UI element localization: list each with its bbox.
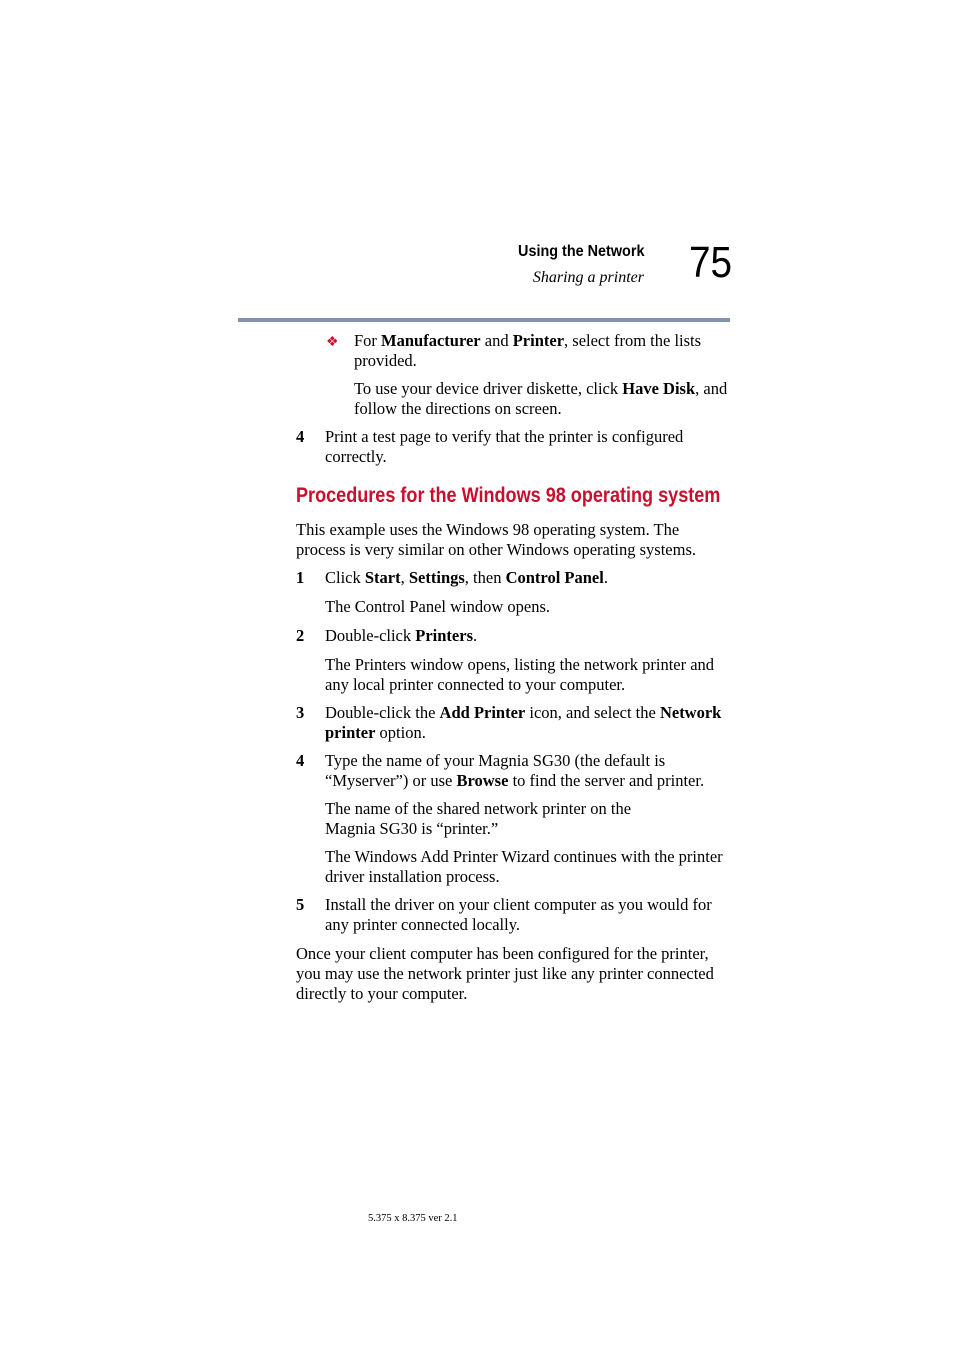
intro-paragraph: This example uses the Windows 98 operating system. The process is very similar on other Windows operating systems.: [296, 520, 697, 559]
footer-version: 5.375 x 8.375 ver 2.1: [368, 1213, 458, 1224]
step-result: The name of the shared network printer on the Magnia SG30 is “printer.”: [325, 799, 632, 838]
step-text: Type the name of your Magnia SG30 (the default is “Myserver”) or use Browse to find the server and printer.: [325, 751, 705, 790]
step-number: 2: [296, 626, 305, 645]
running-header-title: Using the Network: [517, 243, 644, 260]
section-heading: Procedures for the Windows 98 operating system: [296, 484, 721, 507]
bullet-item-text: For Manufacturer and Printer, select from the lists provided.: [354, 331, 702, 370]
step-text: Print a test page to verify that the printer is configured correctly.: [325, 427, 684, 466]
step-result: The Control Panel window opens.: [325, 597, 551, 616]
step-result: The Windows Add Printer Wizard continues with the printer driver installation process.: [325, 847, 723, 886]
bullet-followup-text: To use your device driver diskette, click Have Disk, and follow the directions on screen.: [354, 379, 728, 418]
step-number: 4: [296, 427, 305, 446]
step-number: 4: [296, 751, 305, 770]
closing-paragraph: Once your client computer has been configured for the printer, you may use the network printer just like any printer connected directly to your computer.: [296, 944, 714, 1003]
step-number: 3: [296, 703, 305, 722]
header-rule: [238, 318, 730, 322]
step-number: 5: [296, 895, 305, 914]
running-header-subtitle: Sharing a printer: [532, 269, 644, 286]
step-text: Double-click Printers.: [325, 626, 478, 645]
step-number: 1: [296, 568, 305, 587]
step-text: Install the driver on your client computer as you would for any printer connected locally.: [325, 895, 712, 934]
diamond-bullet-icon: ❖: [326, 335, 339, 350]
step-result: The Printers window opens, listing the network printer and any local printer connected to your computer.: [325, 655, 715, 694]
step-text: Double-click the Add Printer icon, and select the Network printer option.: [325, 703, 722, 742]
page-number: 75: [689, 238, 733, 287]
step-text: Click Start, Settings, then Control Panel.: [325, 568, 608, 587]
